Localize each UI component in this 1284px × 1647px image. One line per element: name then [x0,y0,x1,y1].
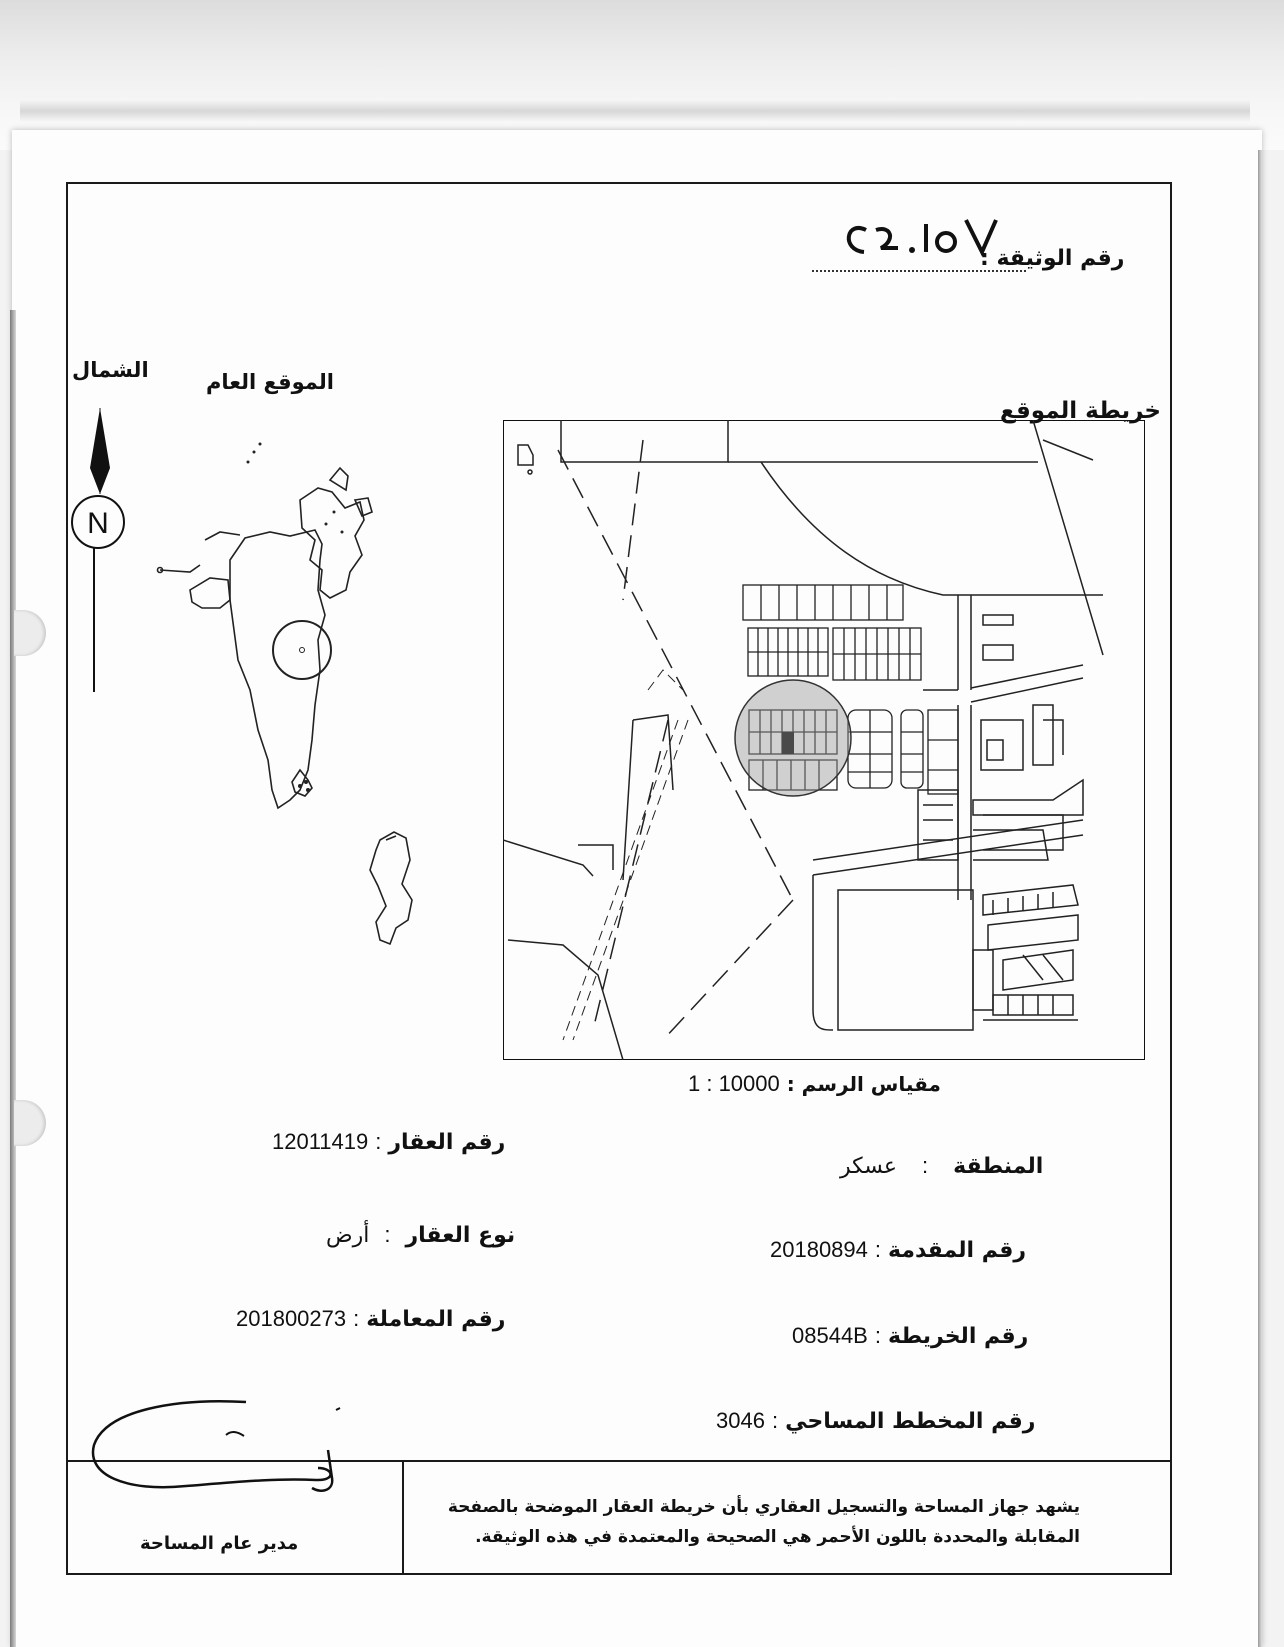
general-location-label: الموقع العام [206,370,334,394]
field-label: رقم الخريطة [887,1324,1029,1349]
field-property-number [272,1129,505,1155]
north-label: الشمال [72,358,149,382]
scale-value: 1 : 10000 [688,1071,780,1096]
field-colon: : [874,1323,881,1348]
field-value: 12011419 [272,1129,369,1154]
field-label: رقم المعاملة [366,1307,506,1332]
field-property-type [326,1222,515,1248]
field-label: نوع العقار [405,1223,516,1248]
page-edge-right [1258,150,1262,1647]
field-value: 3046 [716,1408,765,1433]
field-transaction-number [236,1306,505,1332]
field-application-number [770,1237,1026,1263]
field-label: رقم المقدمة [888,1238,1027,1263]
signature-mark [86,1390,376,1540]
field-colon: : [874,1237,882,1262]
scale-label: مقياس الرسم : [786,1072,941,1096]
field-colon: : [384,1222,391,1247]
field-map-number [792,1323,1028,1349]
field-value: أرض [326,1223,370,1248]
certification-line-2: المقابلة والمحددة باللون الأحمر هي الصحيحة والمعتمدة في هذه الوثيقة. [475,1527,1080,1547]
field-value: 201800273 [236,1306,347,1331]
doc-number-label: رقم الوثيقة : [980,246,1125,271]
field-region [840,1153,1043,1179]
scan-streak [20,100,1250,122]
field-label: رقم العقار [388,1130,506,1155]
field-colon: : [771,1408,779,1433]
field-colon: : [375,1129,382,1154]
overview-map [150,440,450,1000]
field-value: 08544B [792,1323,868,1348]
field-label: رقم المخطط المساحي [785,1409,1036,1434]
site-map [503,420,1145,1060]
north-arrow-icon [58,406,138,696]
certification-line-1: يشهد جهاز المساحة والتسجيل العقاري بأن خريطة العقار الموضحة بالصفحة [447,1497,1080,1517]
field-colon: : [353,1306,360,1331]
site-map-label: خريطة الموقع [1000,398,1162,424]
target-parcel [782,732,794,754]
scale-row [688,1071,941,1097]
field-survey-plan-number [716,1408,1035,1434]
doc-number-dotted-line [812,270,1026,272]
page-edge-left [10,310,16,1647]
field-label: المنطقة [953,1154,1044,1179]
director-title: مدير عام المساحة [140,1533,299,1554]
certification-text [430,1492,1080,1552]
field-value: 20180894 [770,1237,868,1262]
scan-background-top [0,0,1284,150]
field-colon: : [922,1153,929,1178]
footer-column-divider [402,1460,404,1573]
north-letter: N [87,507,109,540]
field-value: عسكر [840,1154,898,1179]
